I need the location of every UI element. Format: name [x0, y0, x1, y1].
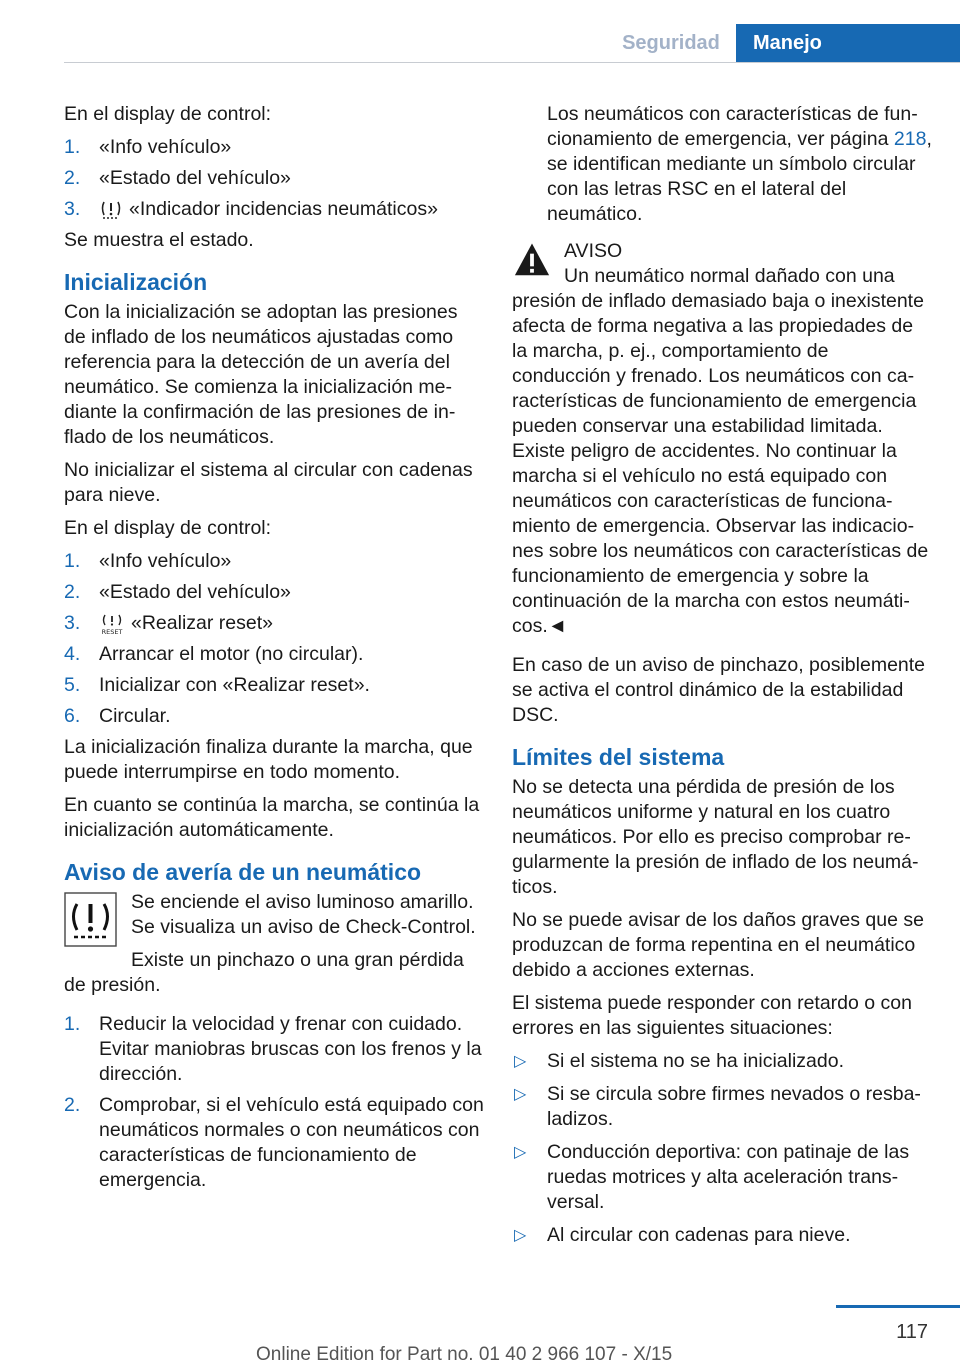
status-text: Se muestra el estado. — [64, 229, 254, 251]
list-item: ▷ Si se circula sobre firmes nevados o resbaladizos. — [514, 1083, 921, 1130]
triangle-bullet-icon: ▷ — [514, 1053, 527, 1070]
heading-limites: Límites del sistema — [512, 744, 725, 770]
tire-pressure-icon — [99, 199, 123, 221]
left-column — [64, 102, 484, 1199]
list-item: ▷ Al circular con cadenas para nieve. — [514, 1224, 851, 1246]
limits-paragraph-1: No se detecta una pérdida de presión de los neumáticos uniforme y natural en los cuatro neumáticos. Por ello es preciso comprobar regularmente la presión de inflado de los neumáticos. — [512, 776, 919, 898]
list-item: 4. Arrancar el motor (no circular). — [64, 643, 364, 665]
svg-text:RESET: RESET — [101, 627, 123, 635]
tab-seguridad[interactable]: Seguridad — [622, 32, 720, 54]
list-item: ▷ Si el sistema no se ha inicializado. — [514, 1050, 844, 1072]
right-column — [512, 102, 932, 1256]
init-paragraph-1: Con la inicialización se adoptan las presiones de inflado de los neumáticos ajustadas como referencia para la detección de un avería del neumático. Se comienza la inicialización mediante la confirmación de las presiones de inflado de los neumáticos. — [64, 301, 458, 448]
steps-list-1 — [64, 135, 484, 222]
list-item: 3. RESET «Realizar reset» — [64, 612, 273, 635]
limits-paragraph-2: No se puede avisar de los daños graves que se produzcan de forma repentina en el neumático debido a acciones externas. — [512, 909, 924, 981]
page-number: 117 — [896, 1321, 928, 1343]
dsc-paragraph: En caso de un aviso de pinchazo, posiblemente se activa el control dinámico de la estabilidad DSC. — [512, 654, 926, 726]
limits-paragraph-3: El sistema puede responder con retardo o con errores en las siguientes situaciones: — [512, 992, 912, 1039]
warning-box — [512, 239, 932, 639]
aviso-paragraph-1: Se enciende el aviso luminoso amarillo. Se visualiza un aviso de Check-Control. — [131, 891, 476, 938]
intro-display-2: En el display de control: — [64, 517, 272, 539]
heading-inicializacion: Inicialización — [64, 269, 208, 295]
header-rule — [64, 62, 960, 63]
warning-triangle-icon — [512, 241, 552, 279]
intro-display-1: En el display de control: — [64, 103, 272, 125]
tire-reset-icon — [99, 613, 125, 635]
triangle-bullet-icon: ▷ — [514, 1086, 527, 1103]
list-item: 2. «Estado del vehículo» — [64, 167, 291, 189]
tab-manejo-label: Manejo — [753, 32, 822, 54]
limits-bullet-list — [512, 1049, 932, 1248]
list-item: 6. Circular. — [64, 705, 171, 727]
heading-aviso-averia: Aviso de avería de un neumático — [64, 859, 422, 885]
list-item: 1. «Info vehículo» — [64, 550, 232, 572]
tire-warning-light-icon — [64, 892, 117, 947]
footer-rule — [836, 1305, 960, 1308]
warning-title: AVISO — [564, 240, 623, 262]
list-item: 2. «Estado del vehículo» — [64, 581, 291, 603]
list-item: 1. Reducir la velocidad y frenar con cuidado. Evitar maniobras bruscas con los frenos y la dirección. — [64, 1013, 482, 1085]
triangle-bullet-icon: ▷ — [514, 1227, 527, 1244]
edition-footer: Online Edition for Part no. 01 40 2 966 107 - X/15 — [256, 1344, 673, 1365]
init-paragraph-2: No inicializar el sistema al circular con cadenas para nieve. — [64, 459, 473, 506]
list-item: 5. Inicializar con «Realizar reset». — [64, 674, 370, 696]
warning-text: Un neumático normal dañado con una presión de inflado demasiado baja o inexistente afecta de forma negativa a las propiedades de la marcha, p. ej., comportamiento de conducción y frenado. Los neumáticos con características de funcionamiento de emergencia pueden conservar una estabilidad limitada. Existe peligro de accidentes. No continuar la marcha si el vehículo no está equipado con neumáticos con características de funcionamiento de emergencia. Observar las indicaciones sobre los neumáticos con características de funcionamiento de emergencia y sobre la continuación de la marcha con estos neumáticos.◄ — [512, 265, 929, 637]
tire-warning-block — [64, 890, 484, 998]
list-item: 1. «Info vehículo» — [64, 136, 232, 158]
steps-list-3 — [64, 1012, 484, 1193]
init-paragraph-4: En cuanto se continúa la marcha, se continúa la inicialización automáticamente. — [64, 794, 480, 841]
list-item: 2. Comprobar, si el vehículo está equipado con neumáticos normales o con neumáticos con características de funcionamiento de emergencia. — [64, 1094, 484, 1191]
list-item: ▷ Conducción deportiva: con patinaje de las ruedas motrices y alta aceleración transversal. — [514, 1141, 910, 1213]
tab-manejo[interactable] — [736, 24, 960, 62]
list-item: 3. «Indicador incidencias neumáticos» — [64, 198, 438, 220]
triangle-bullet-icon: ▷ — [514, 1144, 527, 1161]
page-reference-link[interactable]: 218 — [893, 128, 927, 150]
rsc-paragraph: Los neumáticos con características de funcionamiento de emergencia, ver página 218, se identifican mediante un símbolo circular con las letras RSC en el lateral del neumático. — [547, 103, 932, 225]
steps-list-2 — [64, 549, 484, 729]
aviso-paragraph-2: Existe un pinchazo o una gran pérdida de presión. — [64, 949, 464, 996]
init-paragraph-3: La inicialización finaliza durante la marcha, que puede interrumpirse en todo momento. — [64, 736, 473, 783]
